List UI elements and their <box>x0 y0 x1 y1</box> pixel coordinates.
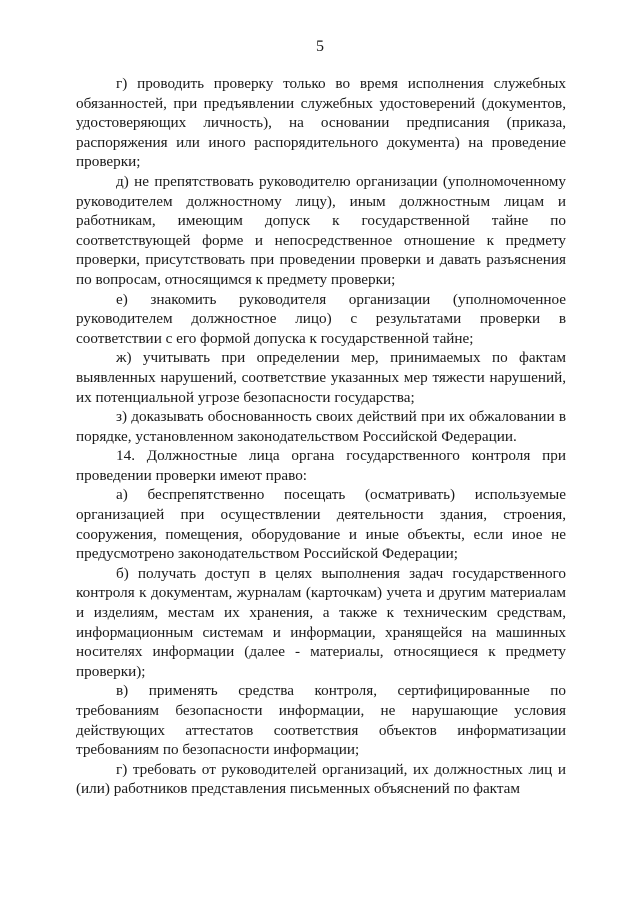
paragraph-item-z: з) доказывать обоснованность своих действий при их обжаловании в порядке, установленном законодательством Российской Федерации. <box>76 408 566 445</box>
document-body <box>76 74 566 799</box>
paragraph-item-d: д) не препятствовать руководителю организации (уполномоченному руководителем должностному лицу), иным должностным лицам и работникам, имеющим допуск к государственной тайне по соответствующей форме и непосредственное отношение к предмету проверки, присутствовать при проведении проверки и давать разъяснения по вопросам, относящимся к предмету проверки; <box>76 172 566 288</box>
paragraph-item-e: е) знакомить руководителя организации (уполномоченное руководителем должностное лицо) с результатами проверки в соответствии с его формой допуска к государственной тайне; <box>76 290 566 347</box>
paragraph-item-b: б) получать доступ в целях выполнения задач государственного контроля к документам, журналам (карточкам) учета и другим материалам и изделиям, местам их хранения, а также к техническим средствам, информационным системам и информации, хранящейся на машинных носителях информации (далее - материалы, относящиеся к предмету проверки); <box>76 564 566 680</box>
paragraph-item-v: в) применять средства контроля, сертифицированные по требованиям безопасности информации, не нарушающие условия действующих аттестатов соответствия объектов информатизации требованиям по безопасности информации; <box>76 682 566 759</box>
paragraph-item-g-2: г) требовать от руководителей организаций, их должностных лиц и (или) работников представления письменных объяснений по фактам <box>76 760 566 798</box>
paragraph-item-a: а) беспрепятственно посещать (осматривать) используемые организацией при осуществлении деятельности здания, строения, сооружения, помещения, оборудование и иные объекты, если иное не предусмотрено законодательством Российской Федерации; <box>76 486 566 563</box>
paragraph-item-g: г) проводить проверку только во время исполнения служебных обязанностей, при предъявлении служебных удостоверений (документов, удостоверяющих личность), на основании предписания (приказа, распоряжения или иного распорядительного документа) на проведение проверки; <box>76 75 566 171</box>
paragraph-item-zh: ж) учитывать при определении мер, принимаемых по фактам выявленных нарушений, соответствие указанных мер тяжести нарушений, их потенциальной угрозе безопасности государства; <box>76 349 566 406</box>
paragraph-section-14: 14. Должностные лица органа государственного контроля при проведении проверки имеют право: <box>76 447 566 484</box>
page-number: 5 <box>316 38 324 55</box>
